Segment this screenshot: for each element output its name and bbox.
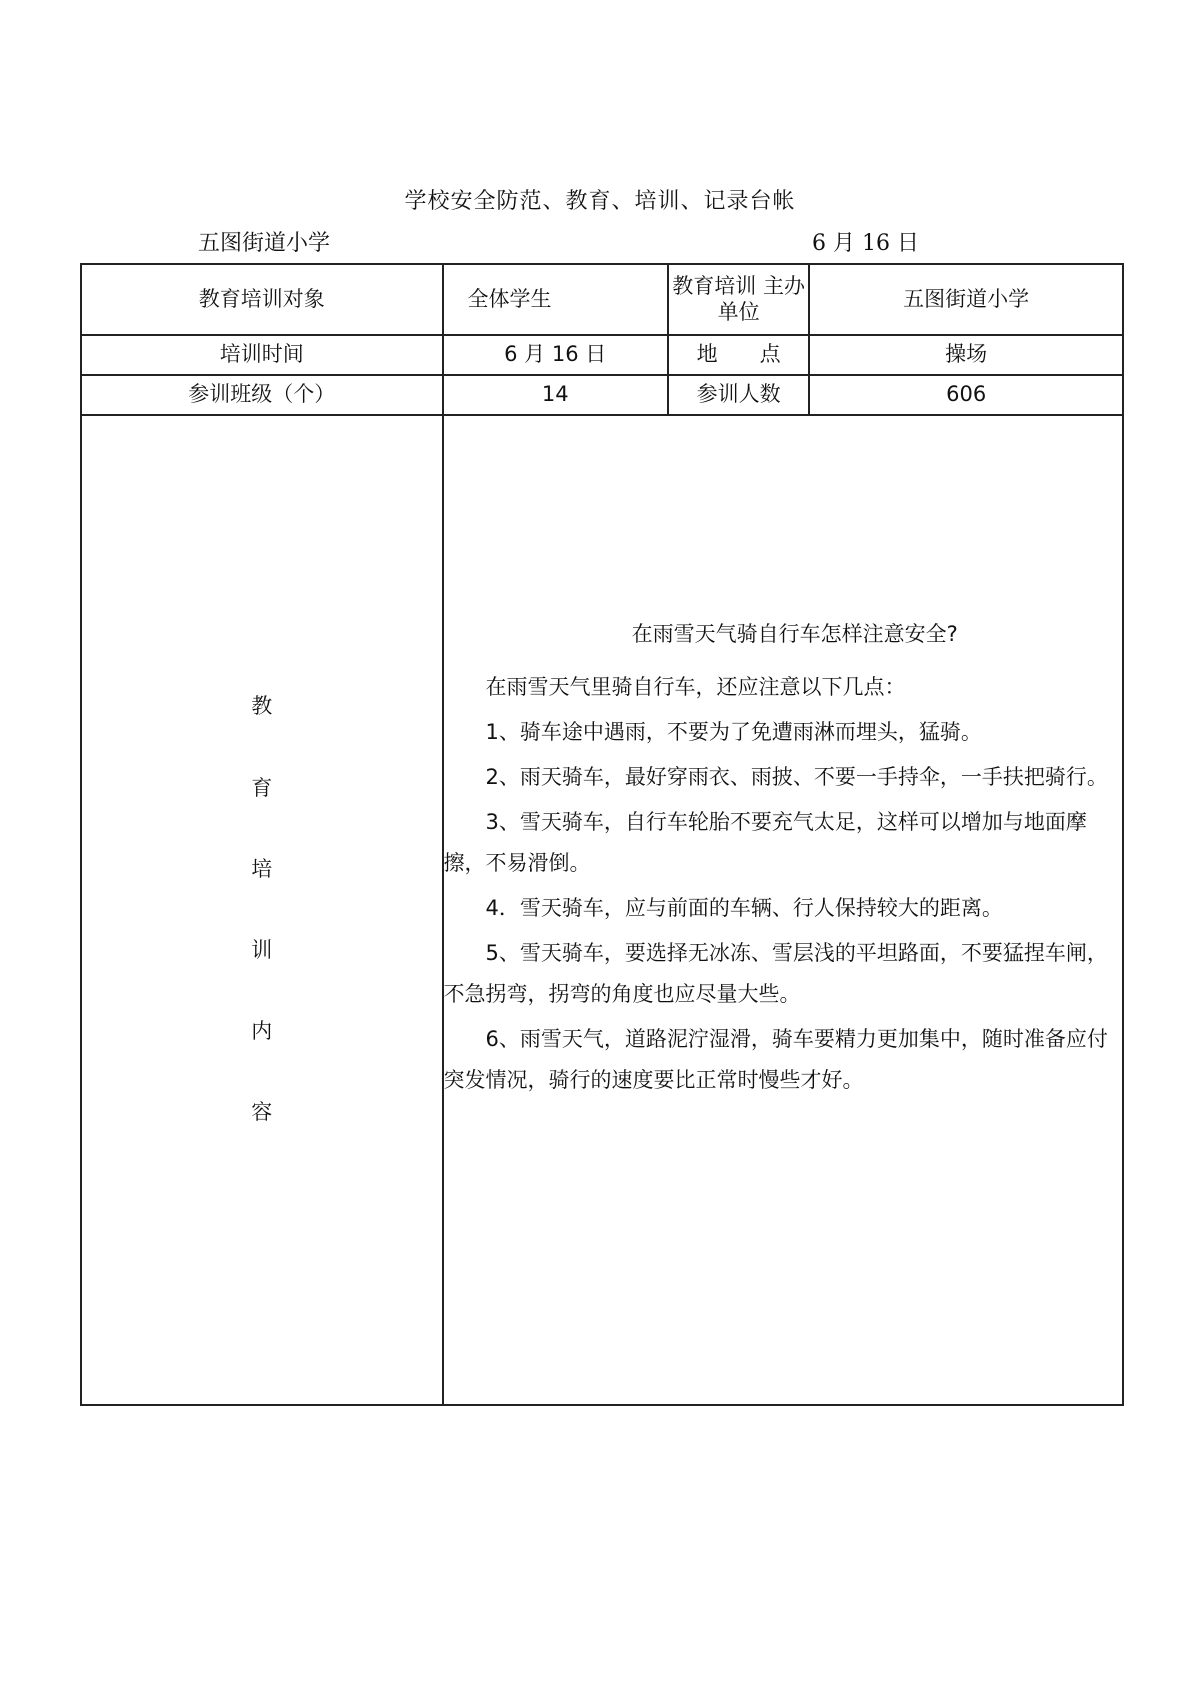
content-label-char: 培 [251, 856, 273, 881]
people-label: 参训人数 [668, 375, 809, 415]
time-label: 培训时间 [81, 335, 443, 375]
content-paragraph: 4．雪天骑车，应与前面的车辆、行人保持较大的距离。 [485, 896, 1003, 921]
location-value: 操场 [809, 335, 1123, 375]
table-row [81, 375, 1123, 415]
document-title: 学校安全防范、教育、培训、记录台帐 [404, 189, 796, 214]
table-row [81, 335, 1123, 375]
content-label-char: 育 [251, 775, 273, 800]
content-paragraph: 在雨雪天气里骑自行车，还应注意以下几点： [485, 675, 906, 700]
content-body [444, 416, 1117, 1101]
training-record-table [80, 263, 1124, 1406]
content-label-char: 教 [251, 694, 273, 719]
content-label-cell [81, 415, 443, 1405]
table-row [81, 264, 1123, 335]
classes-value: 14 [443, 375, 668, 415]
location-label: 地 点 [668, 335, 809, 375]
content-body-cell [443, 415, 1124, 1405]
content-paragraph: 1、骑车途中遇雨，不要为了免遭雨淋而埋头，猛骑。 [485, 720, 982, 745]
organizer-value: 五图街道小学 [809, 264, 1123, 335]
content-label-char: 内 [251, 1019, 273, 1044]
content-label-char: 训 [251, 938, 273, 962]
record-date: 6 月 16 日 [812, 231, 919, 256]
content-paragraph: 3、雪天骑车，自行车轮胎不要充气太足，这样可以增加与地面摩擦，不易滑倒。 [443, 810, 1087, 876]
people-value: 606 [809, 375, 1123, 415]
content-label-char: 容 [251, 1100, 273, 1125]
content-heading: 在雨雪天气骑自行车怎样注意安全? [631, 622, 958, 646]
school-name: 五图街道小学 [198, 231, 331, 256]
time-value: 6 月 16 日 [443, 335, 668, 375]
organizer-label: 教育培训 主办单位 [668, 264, 809, 335]
content-paragraph: 6、雨雪天气，道路泥泞湿滑，骑车要精力更加集中，随时准备应付突发情况，骑行的速度要比正常时慢些才好。 [443, 1027, 1108, 1093]
target-label: 教育培训对象 [81, 264, 443, 335]
content-label [82, 666, 442, 1153]
content-paragraph: 5、雪天骑车，要选择无冰冻、雪层浅的平坦路面，不要猛捏车闸，不急拐弯，拐弯的角度也应尽量大些。 [443, 941, 1108, 1007]
content-paragraph: 2、雨天骑车，最好穿雨衣、雨披、不要一手持伞，一手扶把骑行。 [485, 765, 1108, 790]
target-value: 全体学生 [443, 264, 668, 335]
classes-label: 参训班级（个） [81, 375, 443, 415]
table-row [81, 415, 1123, 1405]
